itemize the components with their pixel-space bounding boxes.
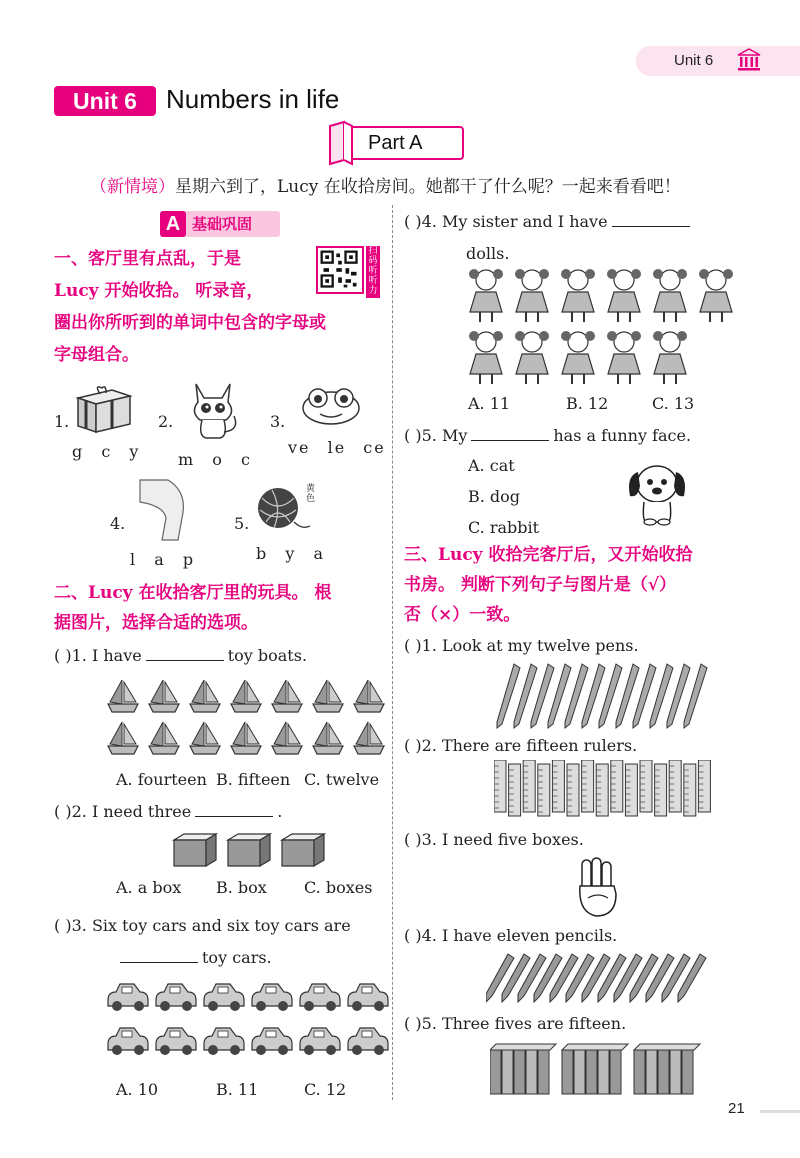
q2-item4-text-after: dolls. xyxy=(466,244,510,263)
q2-item2-opt-b[interactable]: B. box xyxy=(216,878,267,897)
part-box xyxy=(334,126,464,160)
car-icon xyxy=(156,1028,196,1055)
doll-icon xyxy=(653,331,687,384)
doll-icon xyxy=(607,331,641,384)
doll-icon xyxy=(653,269,687,322)
answer-paren[interactable]: ( ) xyxy=(54,802,72,821)
page-number: 21 xyxy=(728,1100,745,1117)
q3-heading-line2: 书房。 判断下列句子与图片是（√） xyxy=(404,575,677,595)
pencils-picture xyxy=(486,952,716,1004)
answer-blank[interactable] xyxy=(120,962,198,963)
q3-item4 xyxy=(404,926,617,945)
q2-item1-text-after: toy boats. xyxy=(227,646,308,665)
answer-blank[interactable] xyxy=(612,226,690,227)
q2-item1-opt-b[interactable]: B. fifteen xyxy=(216,770,291,789)
yarn-label-1: 黄 xyxy=(306,484,316,494)
boat-icon xyxy=(313,680,343,712)
boat-icon xyxy=(108,680,138,712)
q2-item5-num: 5. xyxy=(421,426,437,445)
boat-icon xyxy=(354,722,384,754)
ruler-icon xyxy=(611,760,623,812)
q2-item3-opt-a[interactable]: A. 10 xyxy=(116,1080,159,1099)
qr-code-icon[interactable] xyxy=(316,246,364,294)
car-icon xyxy=(156,984,196,1011)
q2-item2-num: 2. xyxy=(71,802,87,821)
yarn-ball-icon xyxy=(252,484,312,534)
ruler-icon xyxy=(655,764,667,816)
rulers-picture xyxy=(494,760,720,820)
ruler-icon xyxy=(494,760,506,812)
q3-item3-num: 3. xyxy=(421,830,437,849)
q3-item1-num: 1. xyxy=(421,636,437,655)
section-a-letter: A xyxy=(160,211,186,237)
intro-line xyxy=(90,172,681,197)
toy-boats-picture xyxy=(104,676,394,762)
boat-icon xyxy=(149,722,179,754)
q2-item1-opt-c[interactable]: C. twelve xyxy=(304,770,380,789)
box-icon xyxy=(282,834,324,866)
q2-item3-num: 3. xyxy=(71,916,87,935)
q2-item3-opt-b[interactable]: B. 11 xyxy=(216,1080,259,1099)
unit-tab xyxy=(636,46,800,76)
q3-item1 xyxy=(404,636,639,655)
q1-heading-line3: 圈出你所听到的单词中包含的字母或 xyxy=(54,313,326,333)
car-icon xyxy=(108,984,148,1011)
q2-item5 xyxy=(404,426,691,445)
dog-icon xyxy=(624,456,690,526)
q3-item5-num: 5. xyxy=(421,1014,437,1033)
q3-item4-num: 4. xyxy=(421,926,437,945)
doll-icon xyxy=(561,269,595,322)
answer-paren[interactable]: ( ) xyxy=(404,736,422,755)
section-a-text: 基础巩固 xyxy=(192,215,253,233)
q3-item4-text: I have eleven pencils. xyxy=(441,926,618,945)
car-icon xyxy=(252,1028,292,1055)
boat-icon xyxy=(231,680,261,712)
q1-item4-letters[interactable]: l a p xyxy=(130,550,196,569)
q1-heading-line2: Lucy 开始收拾。 听录音， xyxy=(54,281,264,301)
q3-item1-text: Look at my twelve pens. xyxy=(441,636,639,655)
q3-heading-line3: 否（×）一致。 xyxy=(404,605,521,625)
q2-item1-text-before: I have xyxy=(91,646,142,665)
q2-item1-num: 1. xyxy=(71,646,87,665)
page-number-line xyxy=(760,1110,800,1113)
box-icon xyxy=(228,834,270,866)
car-icon xyxy=(108,1028,148,1055)
section-a-badge xyxy=(160,211,280,237)
q2-heading-line2: 据图片，选择合适的选项。 xyxy=(54,613,258,633)
q1-item5-num: 5. xyxy=(234,514,250,533)
q3-item5 xyxy=(404,1014,626,1033)
q2-item3 xyxy=(54,910,384,974)
ruler-icon xyxy=(698,760,710,812)
boxes-picture xyxy=(172,830,332,870)
book-icon xyxy=(326,120,356,168)
doll-icon xyxy=(561,331,595,384)
doll-icon xyxy=(607,269,641,322)
answer-paren[interactable]: ( ) xyxy=(54,916,72,935)
q2-item2-text-before: I need three xyxy=(91,802,192,821)
q2-item5-opt-c[interactable]: C. rabbit xyxy=(468,518,540,537)
cat-icon xyxy=(184,376,242,442)
q2-item5-opt-b[interactable]: B. dog xyxy=(468,487,521,506)
q2-item2-text-after: . xyxy=(277,802,283,821)
car-icon xyxy=(204,1028,244,1055)
unit-badge: Unit 6 xyxy=(54,86,156,116)
building-icon xyxy=(736,48,762,72)
q3-item2-text: There are fifteen rulers. xyxy=(441,736,638,755)
ruler-icon xyxy=(509,764,521,816)
q1-item5-letters[interactable]: b y a xyxy=(256,544,325,563)
intro-tag: （新情境） xyxy=(90,177,175,197)
q2-item3-text-before: Six toy cars and six toy cars are xyxy=(91,916,351,935)
column-divider xyxy=(392,205,393,1100)
doll-icon xyxy=(515,331,549,384)
q1-item2-letters[interactable]: m o c xyxy=(178,450,252,469)
ruler-icon xyxy=(523,760,535,812)
boat-icon xyxy=(272,722,302,754)
q2-item5-text-before: My xyxy=(441,426,468,445)
answer-paren[interactable]: ( ) xyxy=(404,926,422,945)
answer-paren[interactable]: ( ) xyxy=(404,830,422,849)
q2-item4-opt-a[interactable]: A. 11 xyxy=(468,394,511,413)
ruler-icon xyxy=(625,764,637,816)
ruler-icon xyxy=(552,760,564,812)
q3-heading-line1: 三、Lucy 收拾完客厅后，又开始收拾 xyxy=(404,545,693,565)
q2-item5-opt-a[interactable]: A. cat xyxy=(468,456,515,475)
q2-item3-text-after: toy cars. xyxy=(202,948,272,967)
boat-icon xyxy=(313,722,343,754)
car-icon xyxy=(204,984,244,1011)
q1-heading-line1: 一、客厅里有点乱，于是 xyxy=(54,249,241,269)
boat-icon xyxy=(149,680,179,712)
q2-item5-text-after: has a funny face. xyxy=(553,426,692,445)
q1-item2-num: 2. xyxy=(158,412,174,431)
answer-paren[interactable]: ( ) xyxy=(404,636,422,655)
q2-item1 xyxy=(54,646,307,665)
doll-icon xyxy=(469,269,503,322)
three-fingers-hand-icon xyxy=(576,856,620,918)
q2-heading-line1: 二、Lucy 在收拾客厅里的玩具。 根 xyxy=(54,583,332,603)
doll-icon xyxy=(469,331,503,384)
toy-cars-picture xyxy=(104,978,394,1062)
car-icon xyxy=(348,984,388,1011)
ruler-icon xyxy=(538,764,550,816)
q1-item1-letters[interactable]: g c y xyxy=(72,442,141,461)
q2-item3-opt-c[interactable]: C. 12 xyxy=(304,1080,347,1099)
unit-title: Numbers in life xyxy=(166,84,340,114)
ruler-icon xyxy=(640,760,652,812)
ruler-icon xyxy=(669,760,681,812)
intro-text: 星期六到了，Lucy 在收拾房间。她都干了什么呢？一起来看看吧！ xyxy=(175,177,681,197)
unit-tab-label: Unit 6 xyxy=(674,52,714,69)
q1-item4-num: 4. xyxy=(110,514,126,533)
answer-paren[interactable]: ( ) xyxy=(404,212,422,231)
q1-item3-letters[interactable]: ve le ce xyxy=(288,438,386,457)
car-icon xyxy=(348,1028,388,1055)
part-label: Part A xyxy=(368,132,423,154)
q3-item2-num: 2. xyxy=(421,736,437,755)
yarn-label-2: 色 xyxy=(306,494,316,504)
q2-item2-opt-a[interactable]: A. a box xyxy=(116,878,182,897)
q2-item4-opt-b[interactable]: B. 12 xyxy=(566,394,609,413)
ruler-icon xyxy=(567,764,579,816)
book-stack-icon xyxy=(562,1044,628,1094)
q2-item4 xyxy=(404,206,744,270)
knee-icon xyxy=(138,478,192,542)
q1-item3-num: 3. xyxy=(270,412,286,431)
q2-item4-opt-c[interactable]: C. 13 xyxy=(652,394,695,413)
q2-item2-opt-c[interactable]: C. boxes xyxy=(304,878,373,897)
q2-item4-num: 4. xyxy=(421,212,437,231)
q3-item3-text: I need five boxes. xyxy=(441,830,584,849)
answer-paren[interactable]: ( ) xyxy=(404,1014,422,1033)
answer-blank[interactable] xyxy=(471,440,549,441)
frog-face-icon xyxy=(298,384,364,426)
box-icon xyxy=(174,834,216,866)
dolls-picture xyxy=(466,266,736,386)
pencil-icon xyxy=(486,954,514,1002)
boat-icon xyxy=(190,722,220,754)
car-icon xyxy=(300,1028,340,1055)
answer-blank[interactable] xyxy=(146,660,224,661)
answer-blank[interactable] xyxy=(195,816,273,817)
boat-icon xyxy=(108,722,138,754)
answer-paren[interactable]: ( ) xyxy=(54,646,72,665)
book-stack-icon xyxy=(490,1044,556,1094)
q2-item1-opt-a[interactable]: A. fourteen xyxy=(116,770,207,789)
qr-side-label: 扫码听听力 xyxy=(366,246,380,298)
yarn-label xyxy=(306,484,315,504)
ruler-icon xyxy=(582,760,594,812)
boat-icon xyxy=(354,680,384,712)
boat-icon xyxy=(231,722,261,754)
q3-item5-text: Three fives are fifteen. xyxy=(441,1014,627,1033)
boat-icon xyxy=(190,680,220,712)
q2-item4-text-before: My sister and I have xyxy=(441,212,608,231)
doll-icon xyxy=(515,269,549,322)
pens-picture xyxy=(486,660,710,730)
doll-icon xyxy=(699,269,733,322)
car-icon xyxy=(300,984,340,1011)
answer-paren[interactable]: ( ) xyxy=(404,426,422,445)
q1-heading-line4: 字母组合。 xyxy=(54,345,139,365)
car-icon xyxy=(252,984,292,1011)
books-picture xyxy=(490,1042,714,1098)
ruler-icon xyxy=(596,764,608,816)
ruler-icon xyxy=(684,764,696,816)
book-stack-icon xyxy=(634,1044,700,1094)
q3-item3 xyxy=(404,830,584,849)
q1-item1-num: 1. xyxy=(54,412,70,431)
q2-item2 xyxy=(54,802,282,821)
gift-box-icon xyxy=(72,384,136,436)
q3-item2 xyxy=(404,736,637,755)
boat-icon xyxy=(272,680,302,712)
